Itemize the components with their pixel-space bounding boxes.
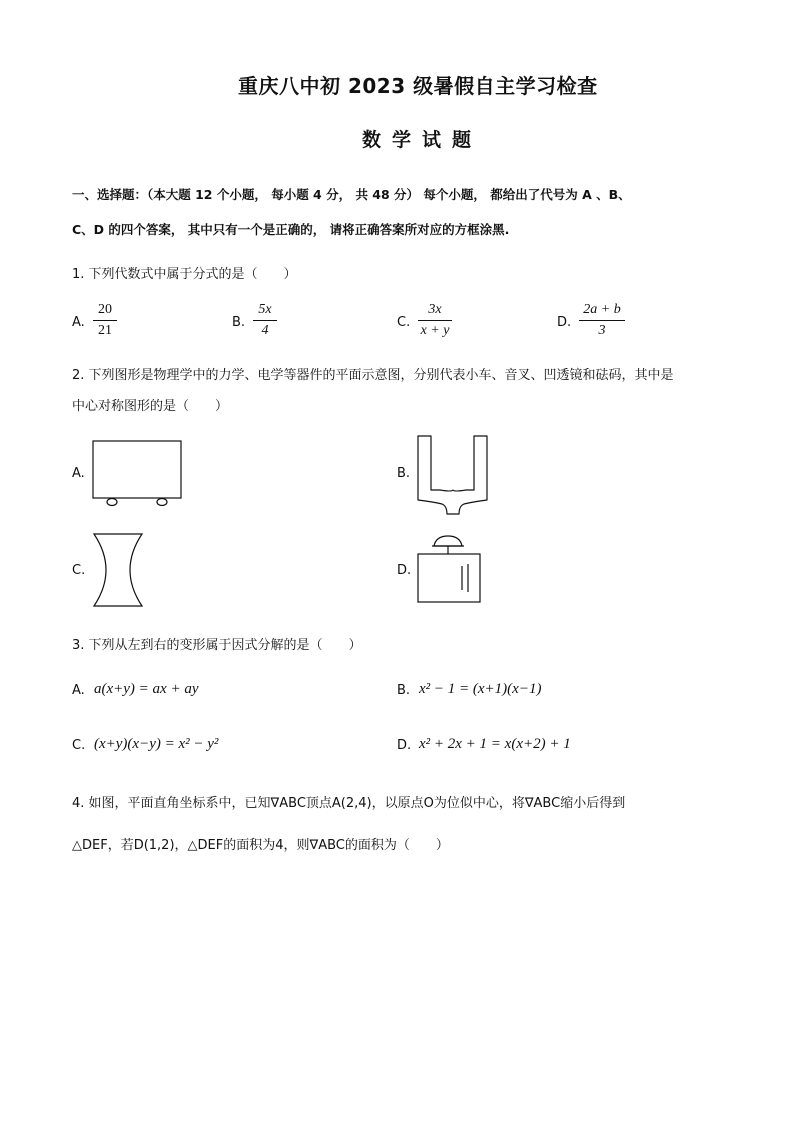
q2-option-d-label: D. (397, 563, 412, 578)
cart-icon (88, 436, 188, 510)
weight-icon (412, 530, 488, 608)
question-1-stem: 1. 下列代数式中属于分式的是（ ） (72, 267, 297, 282)
q3-option-b-label: B. (397, 683, 411, 698)
fraction-numerator: 2a + b (583, 302, 621, 317)
q2-option-a-label: A. (72, 466, 85, 481)
fraction-denominator: 21 (98, 323, 112, 338)
question-4-stem-line2: △DEF，若D(1,2)，△DEF的面积为4，则∇ABC的面积为（ ） (72, 838, 449, 853)
q1-option-c-fraction (417, 300, 453, 341)
question-2-stem-line2: 中心对称图形的是（ ） (72, 399, 229, 414)
q1-option-c-label: C. (397, 315, 411, 330)
q1-option-b-label: B. (232, 315, 246, 330)
tuning-fork-icon (412, 430, 494, 516)
q3-option-b-expr: x² − 1 = (x+1)(x−1) (419, 681, 542, 697)
question-3-stem: 3. 下列从左到右的变形属于因式分解的是（ ） (72, 638, 362, 653)
section-instructions-line1: 一、选择题：（本大题 12 个小题， 每小题 4 分， 共 48 分） 每个小题， 都给出了代号为 A 、B、 (72, 187, 631, 202)
fraction-denominator: 3 (598, 323, 606, 338)
q1-option-d-fraction (578, 300, 626, 341)
q3-option-c-label: C. (72, 738, 86, 753)
fraction-numerator: 5x (258, 302, 272, 317)
q1-option-b-fraction (252, 300, 278, 341)
fraction-denominator: 4 (261, 323, 269, 338)
concave-lens-icon (88, 530, 148, 610)
q3-option-c-expr: (x+y)(x−y) = x² − y² (94, 736, 219, 752)
fraction-numerator: 3x (428, 302, 442, 317)
q2-option-c-label: C. (72, 563, 86, 578)
q1-option-d-label: D. (557, 315, 572, 330)
q1-option-a-label: A. (72, 315, 85, 330)
section-instructions-line2: C、D 的四个答案， 其中只有一个是正确的， 请将正确答案所对应的方框涂黑. (72, 222, 510, 237)
q3-option-d-label: D. (397, 738, 412, 753)
q3-option-a-label: A. (72, 683, 85, 698)
fraction-numerator: 20 (98, 302, 112, 317)
page-subtitle: 数学试题 (362, 129, 483, 151)
fraction-denominator: x + y (420, 323, 450, 338)
question-4-stem-line1: 4. 如图，平面直角坐标系中，已知∇ABC顶点A(2,4)，以原点O为位似中心，将∇ABC缩小后得到 (72, 796, 626, 811)
page-title: 重庆八中初 2023 级暑假自主学习检查 (238, 74, 598, 98)
q1-option-a-fraction (92, 300, 118, 341)
q2-option-b-label: B. (397, 466, 411, 481)
q3-option-a-expr: a(x+y) = ax + ay (94, 681, 199, 697)
question-2-stem-line1: 2. 下列图形是物理学中的力学、电学等器件的平面示意图，分别代表小车、音叉、凹透镜和砝码，其中是 (72, 368, 674, 383)
q3-option-d-expr: x² + 2x + 1 = x(x+2) + 1 (419, 736, 571, 752)
